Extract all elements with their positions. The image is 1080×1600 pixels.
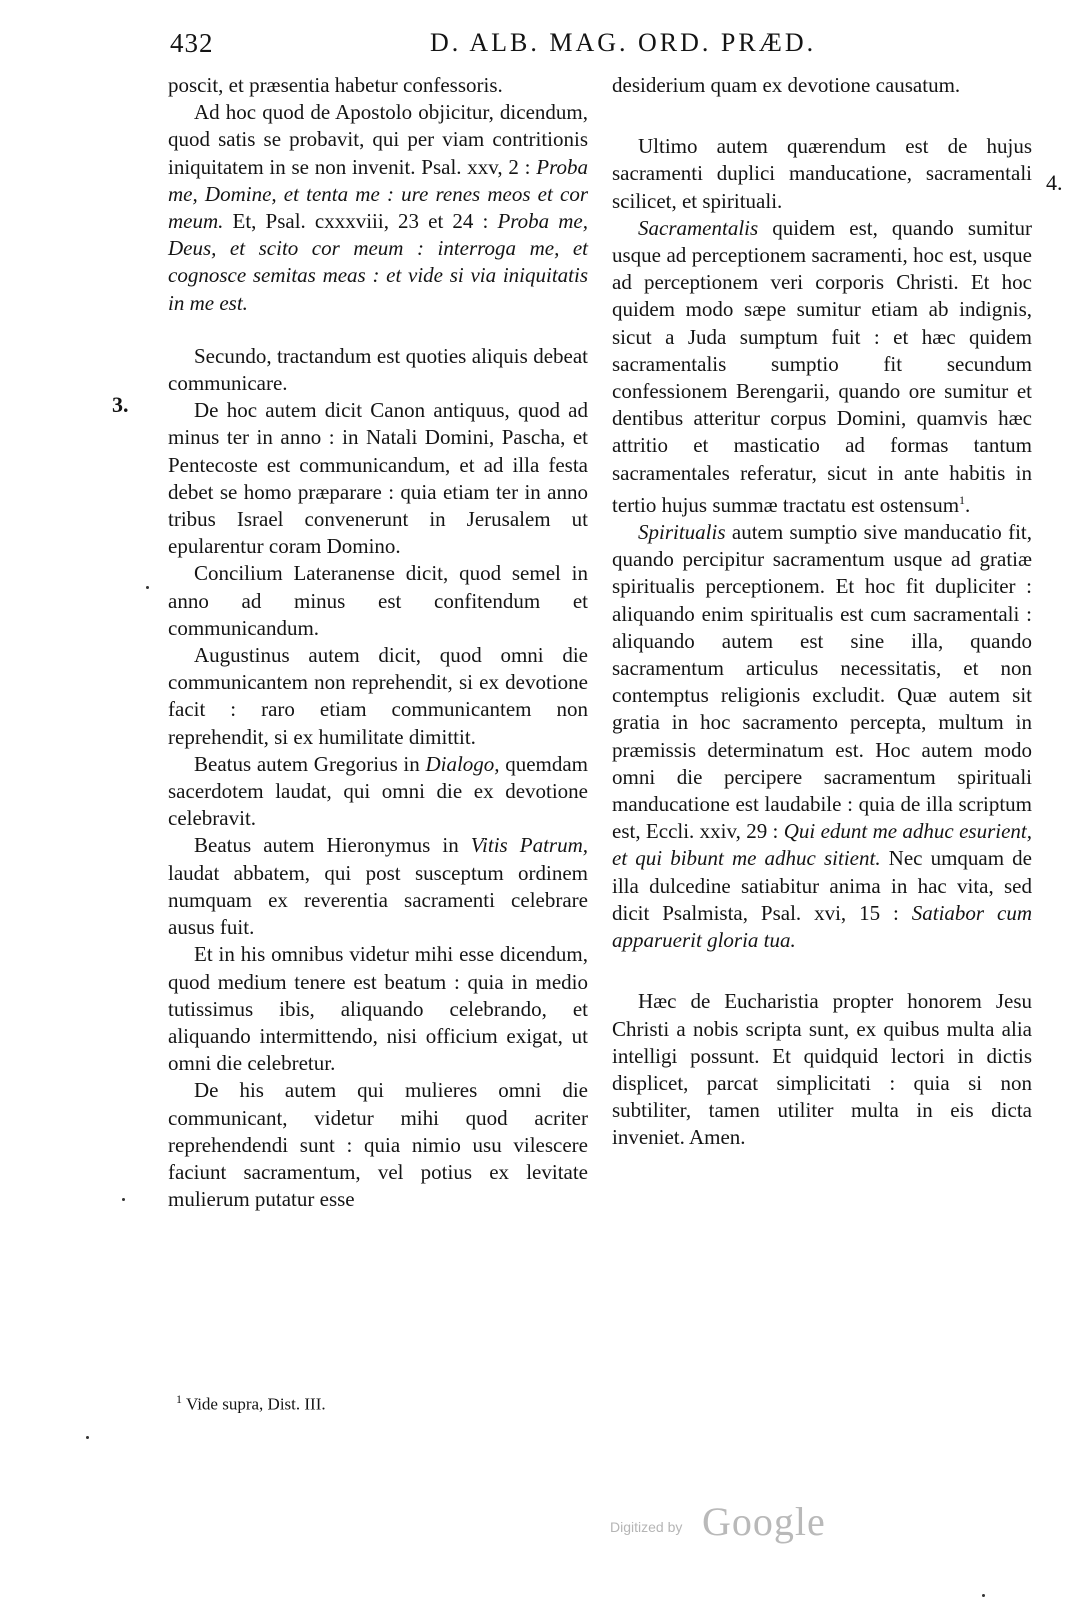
work-title: Dialogo, xyxy=(425,751,500,776)
scripture-quote: Satiabor cum apparuerit gloria tua. xyxy=(612,900,1032,953)
paragraph: De hoc autem dicit Canon antiquus, quod ad minus ter in anno : in Natali Domini, Pascha, et Pentecoste est communicandum, et ad illa festa debet se homo præparare : quia etiam ter in anno tribus Israel convenerunt in Jerusalem ut epularentur coram Domino. xyxy=(168,398,588,559)
digitized-by-label: Digitized by xyxy=(610,1519,683,1535)
paragraph: poscit, et præsentia habetur confessoris. xyxy=(168,73,503,97)
running-head xyxy=(170,28,1020,62)
footnote-reference: 1 xyxy=(959,492,966,507)
paragraph: Et in his omnibus videtur mihi esse dicendum, quod medium tenere est beatum : quia in medio tutissimus ibis, aliquando celebrando, et aliquando intermittendo, nisi officium exigat, ut omni die celebretur. xyxy=(168,942,588,1076)
page-number: 432 xyxy=(170,28,214,58)
footnote-mark: 1 xyxy=(176,1392,182,1406)
footnote-text: Vide supra, Dist. III. xyxy=(182,1394,326,1414)
footnote xyxy=(176,1392,326,1415)
right-column xyxy=(612,72,1032,1152)
paragraph: Spiritualis autem sumptio sive manducatio fit, quando percipitur sacramentum usque ad gratiæ spiritualis perceptionem. Et hoc fit dupliciter : aliquando enim spiritualis est cum sacramentali : aliquando autem est sine illa, quando sacramentum articulus necessitatis, et non contemptus religionis excludit. Quæ autem sit gratia in hoc sacramento percepta, multum in præmissis determinatum est. Hoc autem modo omni die percipere sacramentum spirituali manducatione est laudabile : quia de illa scriptum est, Eccli. xxiv, 29 : Qui edunt me adhuc esurient, et qui bibunt me adhuc sitient. Nec umquam de illa dulcedine satiabitur anima in hac vita, sed dicit Psalmista, Psal. xvi, 15 : Satiabor cum apparuerit gloria tua. xyxy=(612,520,1033,953)
paragraph: Augustinus autem dicit, quod omni die communicantem non reprehendit, si ex devotione facit : raro etiam communicantem non reprehendit, si ex humilitate dimittit. xyxy=(168,643,588,749)
paragraph: Beatus autem Gregorius in Dialogo, quemdam sacerdotem laudat, qui omni die ex devotione celebravit. xyxy=(168,751,589,831)
work-title: Vitis Patrum, xyxy=(470,833,588,858)
running-title: D. ALB. MAG. ORD. PRÆD. xyxy=(430,28,817,57)
scripture-quote: Proba me, Deus, et scito cor meum : interroga me, et cognosce semitas meas : et vide si via iniquitatis in me est. xyxy=(168,209,588,315)
paragraph: desiderium quam ex devotione causatum. xyxy=(612,73,961,97)
ink-speck xyxy=(146,586,149,589)
paragraph: Ad hoc quod de Apostolo objicitur, dicendum, quod satis se probavit, qui per viam contritionis iniquitatem in se non invenit. Psal. xxv, 2 : Proba me, Domine, et tenta me : ure renes meos et cor meum. Et, Psal. cxxxviii, 23 et 24 : Proba me, Deus, et scito cor meum : interroga me, et cognosce semitas meas : et vide si via iniquitatis in me est. xyxy=(168,100,588,315)
ink-speck xyxy=(982,1594,985,1597)
paragraph: De his autem qui mulieres omni die communicant, videtur mihi quod acriter reprehendendi sunt : quia nimio usu vilescere faciunt sacramentum, vel potius ex levitate mulierum putatur esse xyxy=(168,1078,588,1212)
paragraph: Concilium Lateranense dicit, quod semel in anno ad minus est confitendum et communicandum. xyxy=(168,561,588,640)
term: Spiritualis xyxy=(638,520,726,545)
scripture-quote: Qui edunt me adhuc esurient, et qui bibunt me adhuc sitient. xyxy=(612,819,1032,871)
margin-section-number: 3. xyxy=(112,392,129,417)
ink-speck xyxy=(122,1198,125,1201)
paragraph: Secundo, tractandum est quoties aliquis debeat communicare. xyxy=(168,343,588,396)
left-column xyxy=(168,72,588,1213)
paragraph: Sacramentalis quidem est, quando sumitur usque ad perceptionem sacramenti, hoc est, usque ad perceptionem veri corporis Christi. Et hoc quidem modo sæpe sumitur etiam ab indignis, sicut a Juda sumptum fuit : et hæc quidem sacramentalis sumptio fit secundum confessionem Berengarii, quando ore sumitur et dentibus atteritur corpus Domini, quamvis hæc attritio et masticatio ad formas tantum sacramentales referatur, sicut in ante habitis in tertio hujus summæ tractatu est ostensum$^1$. xyxy=(612,215,1032,517)
ink-speck xyxy=(86,1436,89,1439)
paragraph: Ultimo autem quærendum est de hujus sacramenti duplici manducatione, sacramentali scilicet, et spirituali. xyxy=(612,134,1032,213)
paragraph: Beatus autem Hieronymus in Vitis Patrum, laudat abbatem, qui post susceptum ordinem numquam ex reverentia sacramenti celebrare ausus fuit. xyxy=(168,833,588,940)
scripture-quote: Proba me, Domine, et tenta me : ure renes meos et cor meum. xyxy=(168,154,588,234)
google-logo: Google xyxy=(702,1499,826,1544)
margin-section-number-right: 4. xyxy=(1046,170,1063,195)
closing-paragraph: Hæc de Eucharistia propter honorem Jesu Christi a nobis scripta sunt, ex quibus multa alia intelligi possunt. Et quidquid lectori in dictis displicet, parcat simplicitati : quia si non subtiliter, tamen utiliter multa in eis dicta inveniet. Amen. xyxy=(612,989,1032,1150)
term: Sacramentalis xyxy=(638,215,759,240)
